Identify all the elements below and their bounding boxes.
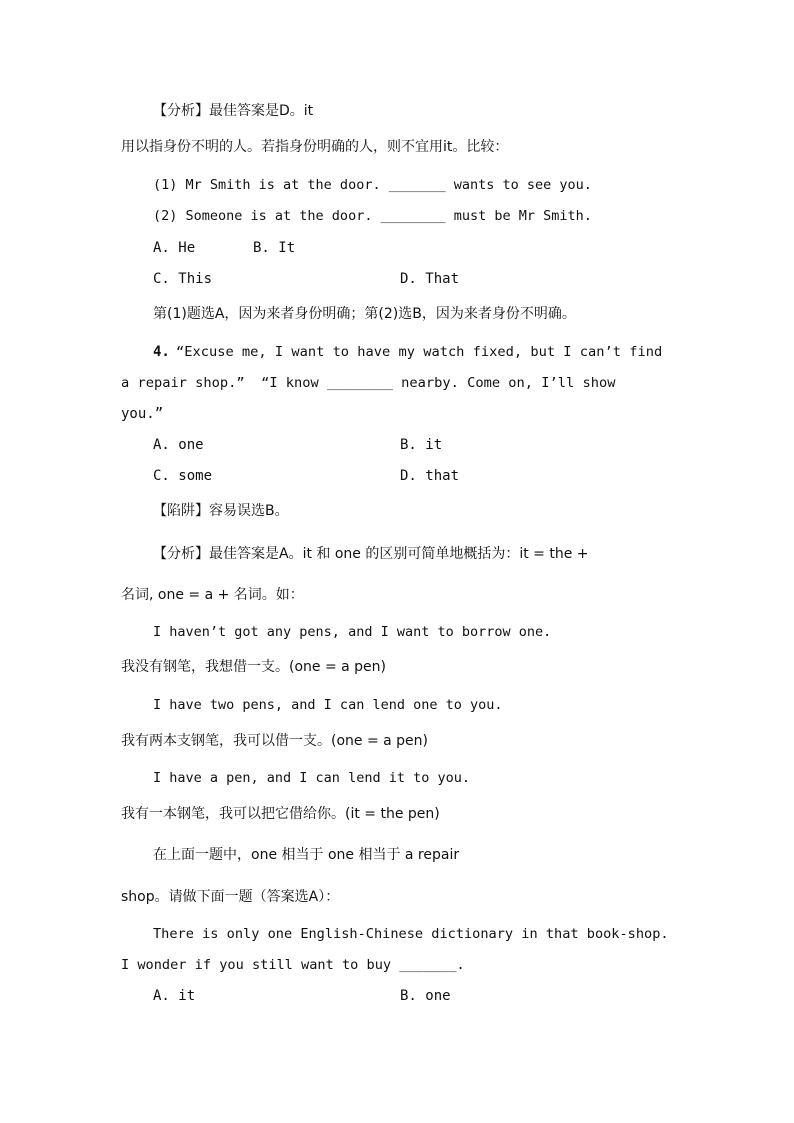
example-sentence-1: (1) Mr Smith is at the door. _______ wants to see you.: [153, 177, 592, 193]
explanation-line: 第(1)题选A，因为来者身份明确；第(2)选B，因为来者身份不明确。: [153, 306, 576, 322]
option-d: D. That: [400, 271, 460, 287]
analysis-line-2: 【分析】最佳答案是A。it 和 one 的区别可简单地概括为：it = the +: [153, 546, 589, 562]
practice-question-line-2: I wonder if you still want to buy _______.: [121, 957, 465, 973]
option-b: B. it: [400, 437, 443, 453]
question-line-1: “Excuse me, I want to have my watch fixed, but I can’t find: [176, 344, 663, 360]
text-line: 在上面一题中，one 相当于 one 相当于 a repair: [153, 847, 460, 863]
example-sentence: I have a pen, and I can lend it to you.: [153, 770, 470, 786]
question-number: 4.: [153, 344, 170, 360]
translation-line: 我没有钢笔，我想借一支。(one = a pen): [121, 659, 387, 675]
question-line-2: a repair shop.” “I know ________ nearby. Come on, I’ll show: [121, 375, 616, 391]
text-line: 名词, one = a + 名词。如：: [121, 587, 304, 603]
option-a: A. He: [153, 240, 196, 256]
trap-line: 【陷阱】容易误选B。: [153, 503, 289, 519]
text-line: 用以指身份不明的人。若指身份明确的人，则不宜用it。比较：: [121, 139, 509, 155]
text-line: shop。请做下面一题（答案选A）：: [121, 889, 340, 905]
option-a: A. it: [153, 988, 196, 1004]
practice-question-line-1: There is only one English-Chinese dictionary in that book-shop.: [153, 926, 669, 942]
translation-line: 我有两本支钢笔，我可以借一支。(one = a pen): [121, 733, 429, 749]
translation-line: 我有一本钢笔，我可以把它借给你。(it = the pen): [121, 806, 440, 822]
option-b: B. It: [253, 240, 296, 256]
example-sentence: I haven’t got any pens, and I want to borrow one.: [153, 624, 552, 640]
analysis-line-1: 【分析】最佳答案是D。it: [153, 103, 314, 119]
question-line-3: you.”: [121, 406, 164, 422]
option-b: B. one: [400, 988, 451, 1004]
example-sentence: I have two pens, and I can lend one to you.: [153, 697, 503, 713]
option-c: C. This: [153, 271, 213, 287]
example-sentence-2: (2) Someone is at the door. ________ must be Mr Smith.: [153, 208, 592, 224]
option-d: D. that: [400, 468, 460, 484]
option-a: A. one: [153, 437, 204, 453]
option-c: C. some: [153, 468, 213, 484]
